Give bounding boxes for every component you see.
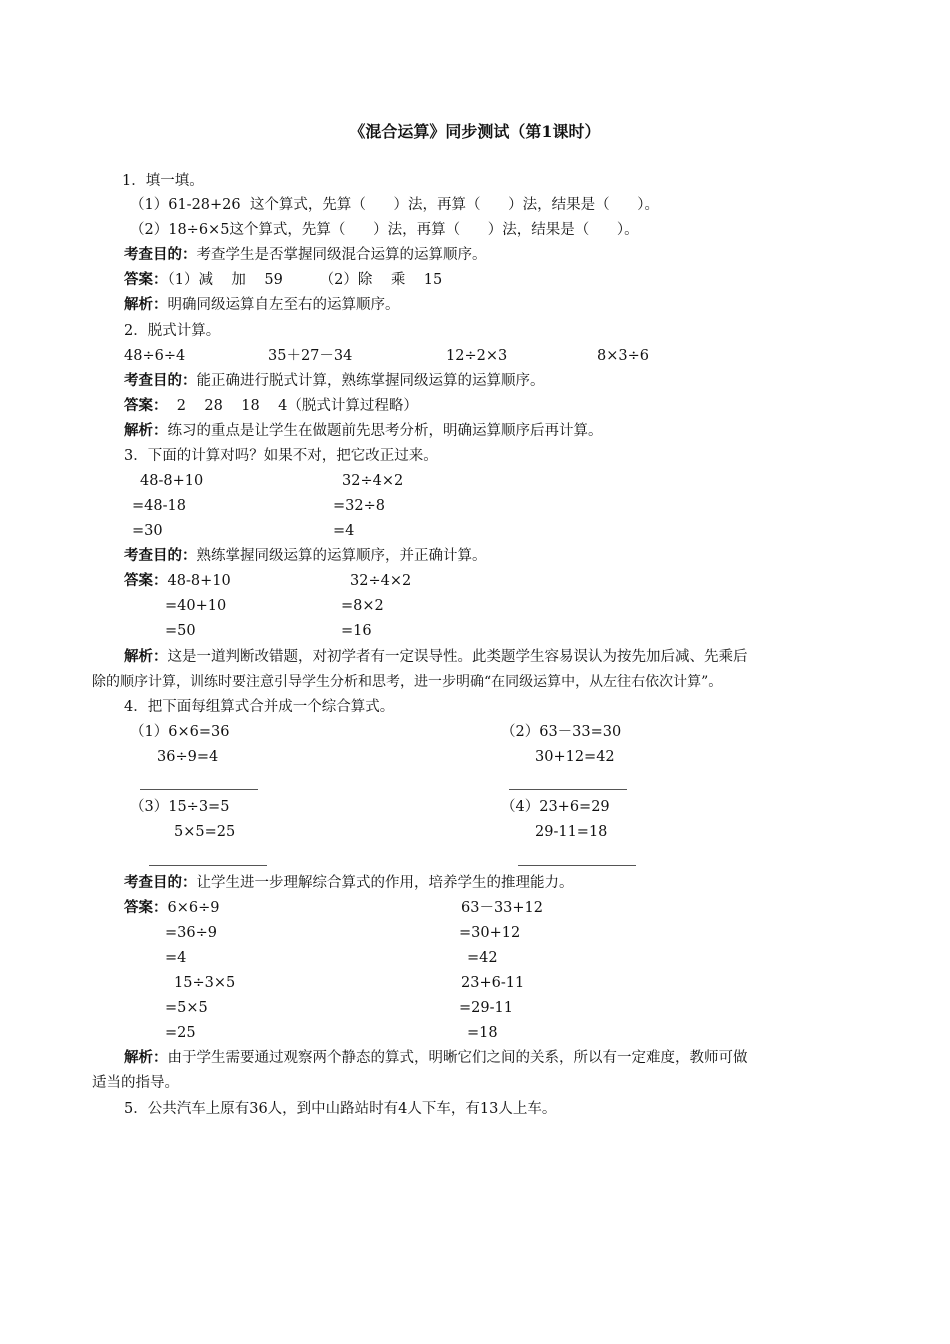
q4-purpose	[124, 874, 574, 892]
colon: ：	[153, 1049, 168, 1066]
q3-right-line: =4	[333, 523, 355, 539]
colon: ：	[153, 899, 168, 916]
q4-answer-line: =29-11	[459, 1000, 513, 1016]
answer-label: 答案	[124, 397, 153, 414]
q3-analysis-text: 这是一道判断改错题，对初学者有一定误导性。此类题学生容易误认为按先加后减、先乘后	[167, 649, 748, 665]
q4-answer	[124, 899, 219, 917]
q3-answer-line: =8×2	[341, 598, 384, 614]
q4-answer-line: =5×5	[165, 1000, 208, 1016]
q4-group-line: （3）15÷3=5	[130, 799, 230, 815]
colon: ：	[153, 271, 168, 288]
q3-purpose	[124, 547, 487, 565]
q3-purpose-text: 熟练掌握同级运算的运算顺序，并正确计算。	[196, 548, 487, 564]
q3-answer-line: =40+10	[165, 598, 227, 614]
answer-blank-line	[509, 789, 627, 790]
q2-purpose-text: 能正确进行脱式计算，熟练掌握同级运算的运算顺序。	[196, 373, 545, 389]
analysis-label: 解析	[124, 422, 153, 439]
q3-analysis	[124, 648, 748, 666]
q3-answer	[124, 572, 231, 590]
q4-answer-line: 15÷3×5	[174, 975, 236, 991]
purpose-label: 考查目的	[124, 874, 182, 891]
page-title: 《混合运算》同步测试（第1课时）	[349, 122, 601, 141]
q3-right-line: 32÷4×2	[342, 473, 404, 489]
answer-blank-line	[149, 865, 267, 866]
q1-item-2: （2）18÷6×5这个算式，先算（ ）法，再算（ ）法，结果是（ ）。	[130, 222, 639, 238]
q3-answer-first: 48-8+10	[167, 573, 231, 589]
q3-heading: 3．下面的计算对吗？如果不对，把它改正过来。	[124, 448, 438, 464]
q4-answer-line: =30+12	[459, 925, 521, 941]
q3-left-line: =30	[132, 523, 163, 539]
q4-group-line: （2）63－33=30	[501, 724, 622, 740]
q4-group-line: 5×5=25	[174, 824, 236, 840]
q4-group-line: 29-11=18	[535, 824, 608, 840]
q4-answer-line: 23+6-11	[461, 975, 525, 991]
q4-group-line: 30+12=42	[535, 749, 615, 765]
q1-answer	[124, 271, 442, 289]
q1-answer-text: （1）减 加 59 （2）除 乘 15	[167, 272, 443, 288]
purpose-label: 考查目的	[124, 372, 182, 389]
q4-analysis-text: 由于学生需要通过观察两个静态的算式，明晰它们之间的关系，所以有一定难度，教师可做	[167, 1050, 748, 1066]
q4-answer-line: =25	[165, 1025, 196, 1041]
q2-purpose	[124, 372, 545, 390]
answer-blank-line	[140, 789, 258, 790]
q4-purpose-text: 让学生进一步理解综合算式的作用，培养学生的推理能力。	[196, 875, 574, 891]
q5-heading: 5．公共汽车上原有36人，到中山路站时有4人下车，有13人上车。	[124, 1101, 557, 1117]
q4-answer-line: =4	[165, 950, 187, 966]
q1-analysis-text: 明确同级运算自左至右的运算顺序。	[167, 297, 400, 313]
q4-answer-line: =36÷9	[165, 925, 217, 941]
q2-heading: 2．脱式计算。	[124, 323, 221, 339]
q4-group-line: 36÷9=4	[157, 749, 219, 765]
colon: ：	[182, 547, 197, 564]
purpose-label: 考查目的	[124, 547, 182, 564]
answer-blank-line	[518, 865, 636, 866]
q2-expr: 12÷2×3	[446, 348, 508, 364]
q2-answer	[124, 397, 418, 415]
q2-expr: 48÷6÷4	[124, 348, 186, 364]
q4-heading: 4．把下面每组算式合并成一个综合算式。	[124, 699, 395, 715]
q1-purpose-text: 考查学生是否掌握同级混合运算的运算顺序。	[196, 247, 487, 263]
colon: ：	[182, 372, 197, 389]
q2-expr: 8×3÷6	[597, 348, 649, 364]
answer-label: 答案	[124, 572, 153, 589]
q4-answer-line: =42	[467, 950, 498, 966]
q2-analysis	[124, 422, 603, 440]
analysis-label: 解析	[124, 296, 153, 313]
q1-heading: 1．填一填。	[122, 173, 204, 189]
q3-answer-line: 32÷4×2	[350, 573, 412, 589]
q1-item-1: （1）61-28+26 这个算式，先算（ ）法，再算（ ）法，结果是（ ）。	[130, 197, 660, 213]
answer-label: 答案	[124, 271, 153, 288]
colon: ：	[182, 874, 197, 891]
q4-group-line: （1）6×6=36	[130, 724, 230, 740]
answer-label: 答案	[124, 899, 153, 916]
q4-answer-line: =18	[467, 1025, 498, 1041]
colon: ：	[153, 422, 168, 439]
q3-answer-line: =16	[341, 623, 372, 639]
q4-group-line: （4）23+6=29	[501, 799, 610, 815]
purpose-label: 考查目的	[124, 246, 182, 263]
q1-analysis	[124, 296, 400, 314]
q3-right-line: =32÷8	[333, 498, 385, 514]
q3-answer-line: =50	[165, 623, 196, 639]
colon: ：	[182, 246, 197, 263]
colon: ：	[153, 572, 168, 589]
q2-analysis-text: 练习的重点是让学生在做题前先思考分析，明确运算顺序后再计算。	[167, 423, 603, 439]
colon: ：	[153, 296, 168, 313]
colon: ：	[153, 648, 168, 665]
q1-purpose	[124, 246, 487, 264]
q3-analysis-cont: 除的顺序计算，训练时要注意引导学生分析和思考，进一步明确“在同级运算中，从左往右依次计算”。	[92, 674, 723, 690]
colon: ：	[153, 397, 168, 414]
q4-analysis-cont: 适当的指导。	[92, 1075, 179, 1091]
analysis-label: 解析	[124, 648, 153, 665]
q3-left-line: =48-18	[132, 498, 186, 514]
q4-analysis	[124, 1049, 748, 1067]
q4-answer-first: 6×6÷9	[167, 900, 220, 916]
q2-answer-text: 2 28 18 4（脱式计算过程略）	[167, 398, 418, 414]
q3-left-line: 48-8+10	[140, 473, 204, 489]
q2-expr: 35＋27－34	[268, 348, 353, 364]
q4-answer-line: 63－33+12	[461, 900, 544, 916]
analysis-label: 解析	[124, 1049, 153, 1066]
